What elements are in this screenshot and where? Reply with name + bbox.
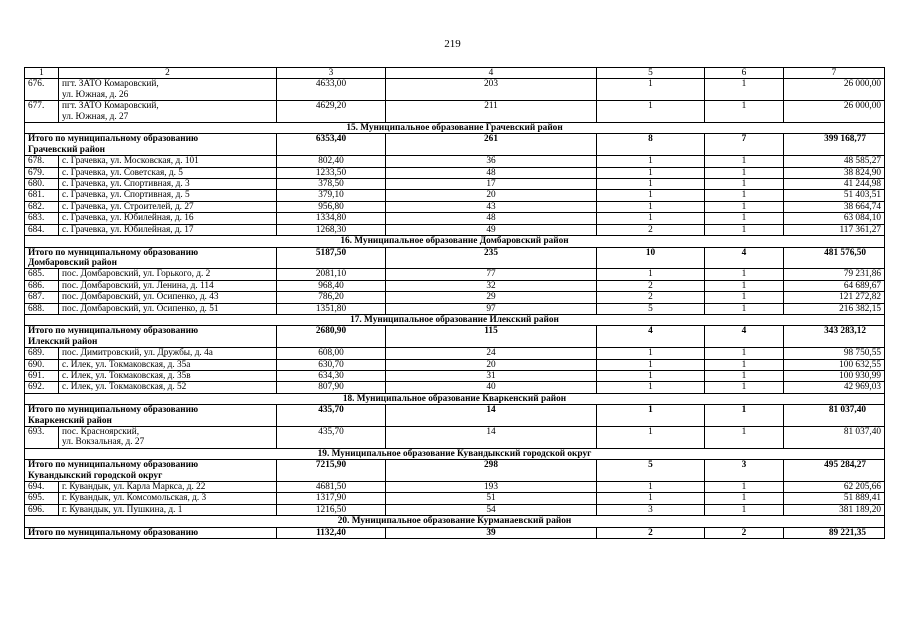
col6-cell: 1 xyxy=(705,167,784,178)
col5-cell: 1 xyxy=(597,269,705,280)
table-row xyxy=(25,292,885,303)
address-line: г. Кувандык, ул. Комсомольская, д. 3 xyxy=(62,493,207,504)
address-line: с. Грачевка, ул. Спортивная, д. 3 xyxy=(62,179,190,190)
total-people: 14 xyxy=(386,405,597,427)
people-cell: 49 xyxy=(386,224,597,235)
row-number: 681. xyxy=(25,190,59,201)
address-cell xyxy=(59,156,277,167)
cost-cell: 48 585,27 xyxy=(784,156,885,167)
row-number: 683. xyxy=(25,213,59,224)
total-label xyxy=(25,527,277,538)
people-cell: 193 xyxy=(386,482,597,493)
people-cell: 14 xyxy=(386,427,597,449)
address-line: с. Грачевка, ул. Юбилейная, д. 16 xyxy=(62,213,194,224)
address-line: пос. Домбаровский, ул. Ленина, д. 114 xyxy=(62,280,214,291)
address-line: ул. Южная, д. 27 xyxy=(62,111,129,122)
people-cell: 97 xyxy=(386,303,597,314)
address-cell xyxy=(59,370,277,381)
table-row xyxy=(25,303,885,314)
section-title: 16. Муниципальное образование Домбаровский район xyxy=(25,236,885,247)
area-cell: 807,90 xyxy=(277,382,386,393)
total-label xyxy=(25,326,277,348)
address-cell xyxy=(59,269,277,280)
total-col6: 3 xyxy=(705,460,784,482)
table-row xyxy=(25,382,885,393)
col5-cell: 1 xyxy=(597,79,705,101)
area-cell: 956,80 xyxy=(277,201,386,212)
table-row xyxy=(25,156,885,167)
table-row xyxy=(25,179,885,190)
area-cell: 1216,50 xyxy=(277,504,386,515)
address-cell xyxy=(59,167,277,178)
col6-cell: 1 xyxy=(705,303,784,314)
cost-cell: 216 382,15 xyxy=(784,303,885,314)
people-cell: 31 xyxy=(386,370,597,381)
row-number: 693. xyxy=(25,427,59,449)
col6-cell: 1 xyxy=(705,348,784,359)
people-cell: 40 xyxy=(386,382,597,393)
area-cell: 1233,50 xyxy=(277,167,386,178)
header-row xyxy=(25,68,885,79)
people-cell: 17 xyxy=(386,179,597,190)
header-cell: 5 xyxy=(597,68,705,79)
total-area: 1132,40 xyxy=(277,527,386,538)
col5-cell: 1 xyxy=(597,179,705,190)
cost-cell: 38 824,90 xyxy=(784,167,885,178)
address-line: пос. Домбаровский, ул. Горького, д. 2 xyxy=(62,269,211,280)
address-line: г. Кувандык, ул. Карла Маркса, д. 22 xyxy=(62,482,206,493)
section-title: 19. Муниципальное образование Кувандыкский городской округ xyxy=(25,448,885,459)
col6-cell: 1 xyxy=(705,482,784,493)
col6-cell: 1 xyxy=(705,213,784,224)
address-line: пос. Димитровский, ул. Дружбы, д. 4а xyxy=(62,348,213,359)
area-cell: 634,30 xyxy=(277,370,386,381)
total-col6: 4 xyxy=(705,247,784,269)
section-header-row xyxy=(25,314,885,325)
address-cell xyxy=(59,427,277,449)
total-row xyxy=(25,405,885,427)
col5-cell: 1 xyxy=(597,493,705,504)
section-header-row xyxy=(25,236,885,247)
total-row xyxy=(25,527,885,538)
cost-cell: 26 000,00 xyxy=(784,101,885,123)
section-title: 17. Муниципальное образование Илекский район xyxy=(25,314,885,325)
table-row xyxy=(25,79,885,101)
total-label xyxy=(25,134,277,156)
area-cell: 4629,20 xyxy=(277,101,386,123)
row-number: 692. xyxy=(25,382,59,393)
address-line: с. Илек, ул. Токмаковская, д. 52 xyxy=(62,382,187,393)
col5-cell: 1 xyxy=(597,156,705,167)
address-cell xyxy=(59,224,277,235)
address-line: с. Грачевка, ул. Юбилейная, д. 17 xyxy=(62,224,194,235)
housing-table xyxy=(24,67,885,539)
col5-cell: 1 xyxy=(597,213,705,224)
total-col6: 2 xyxy=(705,527,784,538)
total-label xyxy=(25,405,277,427)
address-cell xyxy=(59,493,277,504)
header-cell: 3 xyxy=(277,68,386,79)
people-cell: 77 xyxy=(386,269,597,280)
cost-cell: 98 750,55 xyxy=(784,348,885,359)
total-people: 298 xyxy=(386,460,597,482)
section-header-row xyxy=(25,123,885,134)
address-line: пгт. ЗАТО Комаровский, xyxy=(62,101,159,112)
col6-cell: 1 xyxy=(705,493,784,504)
total-row xyxy=(25,247,885,269)
people-cell: 211 xyxy=(386,101,597,123)
col6-cell: 1 xyxy=(705,280,784,291)
people-cell: 203 xyxy=(386,79,597,101)
address-cell xyxy=(59,101,277,123)
total-row xyxy=(25,326,885,348)
area-cell: 4633,00 xyxy=(277,79,386,101)
table-row xyxy=(25,269,885,280)
row-number: 694. xyxy=(25,482,59,493)
header-cell: 2 xyxy=(59,68,277,79)
table-row xyxy=(25,167,885,178)
address-cell xyxy=(59,213,277,224)
col5-cell: 3 xyxy=(597,504,705,515)
page-number: 219 xyxy=(444,38,461,50)
total-cost: 81 037,40 xyxy=(784,405,885,427)
col5-cell: 1 xyxy=(597,348,705,359)
area-cell: 608,00 xyxy=(277,348,386,359)
col6-cell: 1 xyxy=(705,179,784,190)
total-col5: 1 xyxy=(597,405,705,427)
total-label-line: Итого по муниципальному образованию xyxy=(28,134,199,145)
table-row xyxy=(25,348,885,359)
table-row xyxy=(25,359,885,370)
row-number: 679. xyxy=(25,167,59,178)
total-people: 115 xyxy=(386,326,597,348)
total-people: 39 xyxy=(386,527,597,538)
total-area: 7215,90 xyxy=(277,460,386,482)
cost-cell: 63 084,10 xyxy=(784,213,885,224)
col6-cell: 1 xyxy=(705,79,784,101)
table-body xyxy=(25,68,885,539)
total-label xyxy=(25,247,277,269)
section-title: 20. Муниципальное образование Курманаевский район xyxy=(25,516,885,527)
area-cell: 1351,80 xyxy=(277,303,386,314)
total-label-line: Итого по муниципальному образованию xyxy=(28,460,199,471)
address-cell xyxy=(59,190,277,201)
row-number: 680. xyxy=(25,179,59,190)
people-cell: 20 xyxy=(386,190,597,201)
table-row xyxy=(25,370,885,381)
section-header-row xyxy=(25,516,885,527)
cost-cell: 79 231,86 xyxy=(784,269,885,280)
cost-cell: 117 361,27 xyxy=(784,224,885,235)
row-number: 690. xyxy=(25,359,59,370)
table-row xyxy=(25,504,885,515)
col5-cell: 1 xyxy=(597,201,705,212)
address-cell xyxy=(59,504,277,515)
people-cell: 51 xyxy=(386,493,597,504)
area-cell: 786,20 xyxy=(277,292,386,303)
address-cell xyxy=(59,201,277,212)
row-number: 682. xyxy=(25,201,59,212)
row-number: 676. xyxy=(25,79,59,101)
header-cell: 7 xyxy=(784,68,885,79)
people-cell: 48 xyxy=(386,213,597,224)
total-col5: 8 xyxy=(597,134,705,156)
row-number: 688. xyxy=(25,303,59,314)
col5-cell: 1 xyxy=(597,359,705,370)
total-cost: 399 168,77 xyxy=(784,134,885,156)
address-line: с. Грачевка, ул. Спортивная, д. 5 xyxy=(62,190,190,201)
area-cell: 435,70 xyxy=(277,427,386,449)
col5-cell: 2 xyxy=(597,280,705,291)
total-cost: 481 576,50 xyxy=(784,247,885,269)
cost-cell: 42 969,03 xyxy=(784,382,885,393)
total-label-line: Кваркенский район xyxy=(28,415,112,426)
address-line: ул. Вокзальная, д. 27 xyxy=(62,437,145,448)
area-cell: 1268,30 xyxy=(277,224,386,235)
total-label-line: Итого по муниципальному образованию xyxy=(28,326,199,337)
address-cell xyxy=(59,292,277,303)
area-cell: 378,50 xyxy=(277,179,386,190)
row-number: 687. xyxy=(25,292,59,303)
total-people: 235 xyxy=(386,247,597,269)
row-number: 696. xyxy=(25,504,59,515)
total-row xyxy=(25,134,885,156)
total-label xyxy=(25,460,277,482)
table-row xyxy=(25,280,885,291)
table-row xyxy=(25,482,885,493)
cost-cell: 121 272,82 xyxy=(784,292,885,303)
total-col6: 4 xyxy=(705,326,784,348)
row-number: 678. xyxy=(25,156,59,167)
header-cell: 1 xyxy=(25,68,59,79)
col6-cell: 1 xyxy=(705,504,784,515)
address-cell xyxy=(59,280,277,291)
cost-cell: 64 689,67 xyxy=(784,280,885,291)
address-line: г. Кувандык, ул. Пушкина, д. 1 xyxy=(62,504,183,515)
address-line: с. Грачевка, ул. Московская, д. 101 xyxy=(62,156,199,167)
col5-cell: 1 xyxy=(597,382,705,393)
cost-cell: 62 205,66 xyxy=(784,482,885,493)
people-cell: 54 xyxy=(386,504,597,515)
area-cell: 2081,10 xyxy=(277,269,386,280)
col6-cell: 1 xyxy=(705,427,784,449)
total-area: 435,70 xyxy=(277,405,386,427)
col5-cell: 5 xyxy=(597,303,705,314)
col6-cell: 1 xyxy=(705,359,784,370)
col5-cell: 1 xyxy=(597,370,705,381)
row-number: 695. xyxy=(25,493,59,504)
row-number: 691. xyxy=(25,370,59,381)
address-cell xyxy=(59,359,277,370)
total-label-line: Грачевский район xyxy=(28,144,105,155)
address-cell xyxy=(59,303,277,314)
total-col5: 5 xyxy=(597,460,705,482)
cost-cell: 381 189,20 xyxy=(784,504,885,515)
row-number: 686. xyxy=(25,280,59,291)
col5-cell: 2 xyxy=(597,224,705,235)
address-cell xyxy=(59,179,277,190)
people-cell: 48 xyxy=(386,167,597,178)
total-cost: 343 283,12 xyxy=(784,326,885,348)
cost-cell: 100 632,55 xyxy=(784,359,885,370)
row-number: 685. xyxy=(25,269,59,280)
col5-cell: 1 xyxy=(597,167,705,178)
address-line: пос. Домбаровский, ул. Осипенко, д. 43 xyxy=(62,292,219,303)
section-title: 18. Муниципальное образование Кваркенский район xyxy=(25,393,885,404)
total-label-line: Кувандыкский городской округ xyxy=(28,470,163,481)
total-label-line: Итого по муниципальному образованию xyxy=(28,247,199,258)
col5-cell: 1 xyxy=(597,190,705,201)
total-area: 6353,40 xyxy=(277,134,386,156)
total-people: 261 xyxy=(386,134,597,156)
total-col6: 1 xyxy=(705,405,784,427)
total-col5: 2 xyxy=(597,527,705,538)
address-cell xyxy=(59,382,277,393)
total-col5: 4 xyxy=(597,326,705,348)
total-col5: 10 xyxy=(597,247,705,269)
col5-cell: 2 xyxy=(597,292,705,303)
people-cell: 43 xyxy=(386,201,597,212)
cost-cell: 51 403,51 xyxy=(784,190,885,201)
total-cost: 495 284,27 xyxy=(784,460,885,482)
table-row xyxy=(25,101,885,123)
total-col6: 7 xyxy=(705,134,784,156)
area-cell: 802,40 xyxy=(277,156,386,167)
address-line: пос. Красноярский, xyxy=(62,427,140,437)
header-cell: 6 xyxy=(705,68,784,79)
address-line: ул. Южная, д. 26 xyxy=(62,89,129,100)
address-cell xyxy=(59,482,277,493)
area-cell: 630,70 xyxy=(277,359,386,370)
header-cell: 4 xyxy=(386,68,597,79)
table-row xyxy=(25,493,885,504)
address-cell xyxy=(59,348,277,359)
col5-cell: 1 xyxy=(597,101,705,123)
address-cell xyxy=(59,79,277,101)
table-row xyxy=(25,213,885,224)
table-row xyxy=(25,224,885,235)
people-cell: 24 xyxy=(386,348,597,359)
table-row xyxy=(25,190,885,201)
col5-cell: 1 xyxy=(597,427,705,449)
area-cell: 968,40 xyxy=(277,280,386,291)
people-cell: 36 xyxy=(386,156,597,167)
total-label-line: Илекский район xyxy=(28,336,98,347)
section-title: 15. Муниципальное образование Грачевский район xyxy=(25,123,885,134)
cost-cell: 26 000,00 xyxy=(784,79,885,101)
col6-cell: 1 xyxy=(705,101,784,123)
col5-cell: 1 xyxy=(597,482,705,493)
address-line: с. Илек, ул. Токмаковская, д. 35в xyxy=(62,370,191,381)
cost-cell: 38 664,74 xyxy=(784,201,885,212)
total-area: 5187,50 xyxy=(277,247,386,269)
table-row xyxy=(25,427,885,449)
total-label-line: Итого по муниципальному образованию xyxy=(28,405,199,416)
total-row xyxy=(25,460,885,482)
area-cell: 4681,50 xyxy=(277,482,386,493)
section-header-row xyxy=(25,448,885,459)
address-line: с. Грачевка, ул. Строителей, д. 27 xyxy=(62,201,194,212)
col6-cell: 1 xyxy=(705,190,784,201)
total-area: 2680,90 xyxy=(277,326,386,348)
address-line: пгт. ЗАТО Комаровский, xyxy=(62,79,159,90)
col6-cell: 1 xyxy=(705,382,784,393)
people-cell: 20 xyxy=(386,359,597,370)
people-cell: 32 xyxy=(386,280,597,291)
col6-cell: 1 xyxy=(705,292,784,303)
col6-cell: 1 xyxy=(705,224,784,235)
people-cell: 29 xyxy=(386,292,597,303)
area-cell: 1317,90 xyxy=(277,493,386,504)
col6-cell: 1 xyxy=(705,269,784,280)
table-row xyxy=(25,201,885,212)
cost-cell: 100 930,99 xyxy=(784,370,885,381)
col6-cell: 1 xyxy=(705,156,784,167)
total-cost: 89 221,35 xyxy=(784,527,885,538)
cost-cell: 51 889,41 xyxy=(784,493,885,504)
address-line: с. Илек, ул. Токмаковская, д. 35а xyxy=(62,359,191,370)
total-label-line: Домбаровский район xyxy=(28,257,117,268)
row-number: 677. xyxy=(25,101,59,123)
cost-cell: 41 244,98 xyxy=(784,179,885,190)
total-label-line: Итого по муниципальному образованию xyxy=(28,527,199,538)
address-line: пос. Домбаровский, ул. Осипенко, д. 51 xyxy=(62,303,219,314)
row-number: 684. xyxy=(25,224,59,235)
col6-cell: 1 xyxy=(705,201,784,212)
col6-cell: 1 xyxy=(705,370,784,381)
area-cell: 379,10 xyxy=(277,190,386,201)
area-cell: 1334,80 xyxy=(277,213,386,224)
section-header-row xyxy=(25,393,885,404)
address-line: с. Грачевка, ул. Советская, д. 5 xyxy=(62,167,183,178)
cost-cell: 81 037,40 xyxy=(784,427,885,449)
row-number: 689. xyxy=(25,348,59,359)
